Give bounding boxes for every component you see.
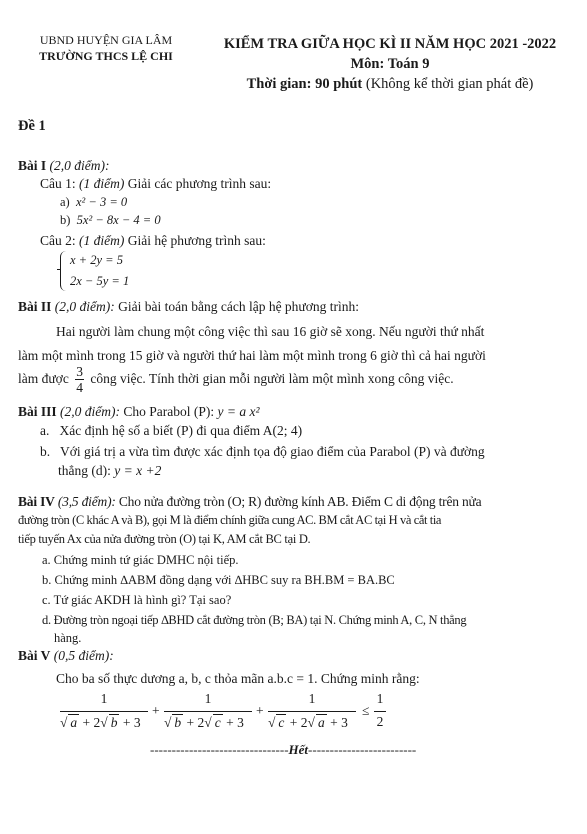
equation-a <box>60 195 127 210</box>
bai5-intro: Cho ba số thực dương a, b, c thỏa mãn a.b.c = 1. Chứng minh rằng: <box>56 671 420 686</box>
eq-b-label: b) <box>60 213 71 227</box>
term-3-plus-2: + 2 <box>289 715 308 730</box>
bai5-points: (0,5 điểm): <box>53 648 114 663</box>
bai4-line-1: Cho nửa đường tròn (O; R) đường kính AB. Điểm C di động trên nửa <box>118 494 482 509</box>
parabola-eq: y = a x² <box>217 404 260 419</box>
term-2-bar <box>164 711 252 712</box>
bai2-points: (2,0 điểm): <box>54 299 115 314</box>
term-3-bar <box>268 711 356 712</box>
bai3-title: Bài III <box>18 404 57 419</box>
eq-a: x² − 3 = 0 <box>75 195 128 209</box>
bai2-line-2: làm một mình trong 15 giờ và người thứ hai làm một mình trong 6 giờ thì cả hai người <box>18 348 486 363</box>
bai2-intro: Giải bài toán bằng cách lập hệ phương trình: <box>118 299 360 314</box>
rhs-bar <box>374 711 386 712</box>
system-eq-1: x + 2y = 5 <box>70 253 123 267</box>
cau2-points: (1 điểm) <box>79 233 125 248</box>
bai3-intro: Cho Parabol (P): <box>123 404 215 419</box>
bai4-a: a. Chứng minh tứ giác DMHC nội tiếp. <box>42 553 239 567</box>
exam-title: KIỂM TRA GIỮA HỌC KÌ II NĂM HỌC 2021 -2022 <box>223 36 557 52</box>
bai3-a-label: a. <box>40 423 50 438</box>
bai1-heading <box>18 157 110 174</box>
bai4-heading <box>18 494 481 510</box>
leq-sign: ≤ <box>362 703 370 718</box>
bai4-d: d. Đường tròn ngoại tiếp ∆BHD cắt đường tròn (B; BA) tại N. Chứng minh A, C, N thẳng <box>42 613 467 627</box>
cau1-text: Giải các phương trình sau: <box>127 176 272 191</box>
dashes-left: -------------------------------- <box>150 742 289 757</box>
term-3-denominator: √ c + 2√ a + 3 <box>268 715 348 730</box>
plus-sign-1: + <box>152 703 160 718</box>
term-3-sqrt-a: a <box>317 715 325 730</box>
term-2-plus-3: + 3 <box>226 715 244 730</box>
bai3-b-label: b. <box>40 444 51 459</box>
bai2-line-3-post: công việc. Tính thời gian mỗi người làm một mình xong công việc. <box>90 371 454 386</box>
dashes-right: ------------------------- <box>308 742 417 757</box>
bai3-heading <box>18 403 260 420</box>
term-3-numerator: 1 <box>308 691 316 706</box>
district-name: UBND HUYỆN GIA LÂM <box>39 33 173 47</box>
bai3-b-line-2 <box>58 462 161 479</box>
time-note: (Không kể thời gian phát đề) <box>365 76 534 92</box>
bai1-cau1 <box>40 175 271 192</box>
eq-a-label: a) <box>60 195 70 209</box>
rhs-numerator: 1 <box>376 691 384 706</box>
bai1-cau2 <box>40 232 266 249</box>
term-1-denominator: √ a + 2√ b + 3 <box>60 715 141 730</box>
bai2-line-3-pre: làm được <box>18 371 69 386</box>
term-3-plus-3: + 3 <box>330 715 348 730</box>
term-2-sqrt-b: b <box>174 715 182 730</box>
exam-time <box>200 76 580 93</box>
exam-code: Đề 1 <box>18 118 46 134</box>
bai3-points: (2,0 điểm): <box>60 404 121 419</box>
bai4-line-2: đường tròn (C khác A và B), gọi M là điểm chính giữa cung AC. BM cắt AC tại H và cắt tia <box>18 513 442 527</box>
term-1-sqrt-a: a <box>70 715 78 730</box>
rhs-denominator: 2 <box>376 714 384 729</box>
term-1-plus-2: + 2 <box>82 715 101 730</box>
frac-den: 4 <box>76 380 83 396</box>
fraction-three-quarters <box>75 364 84 395</box>
eq-b: 5x² − 8x − 4 = 0 <box>76 213 161 227</box>
bai3-b-text-2: thẳng (d): <box>58 463 111 478</box>
bai5-heading <box>18 647 114 664</box>
equation-b <box>60 213 161 228</box>
bai4-c: c. Tứ giác AKDH là hình gì? Tại sao? <box>42 593 232 607</box>
plus-sign-2: + <box>256 703 264 718</box>
time-label: Thời gian: 90 phút <box>246 76 363 92</box>
bai4-d-line-2: hàng. <box>54 631 82 645</box>
term-2-numerator: 1 <box>204 691 212 706</box>
bai4-title: Bài IV <box>18 494 55 509</box>
term-1-plus-3: + 3 <box>122 715 141 730</box>
term-3-sqrt-c: c <box>278 715 285 730</box>
cau1-label: Câu 1: <box>40 176 76 191</box>
cau2-text: Giải hệ phương trình sau: <box>127 233 266 248</box>
term-2-plus-2: + 2 <box>186 715 205 730</box>
end-marker <box>150 742 416 758</box>
bai2-line-1: Hai người làm chung một công việc thì sau 16 giờ sẽ xong. Nếu người thứ nhất <box>56 324 485 339</box>
term-1-sqrt-b: b <box>110 715 118 730</box>
system-brace <box>60 251 67 291</box>
bai5-title: Bài V <box>18 648 51 663</box>
bai2-heading <box>18 298 359 315</box>
bai4-b: b. Chứng minh ∆ABM đồng dạng với ∆HBC suy ra BH.BM = BA.BC <box>42 573 395 587</box>
term-2-sqrt-c: c <box>214 715 221 730</box>
bai3-a-text: Xác định hệ số a biết (P) đi qua điểm A(2; 4) <box>59 423 303 438</box>
term-1-numerator: 1 <box>100 691 108 706</box>
system-eq-2: 2x − 5y = 1 <box>70 274 130 288</box>
bai3-a <box>40 422 302 439</box>
term-1-bar <box>60 711 148 712</box>
bai2-title: Bài II <box>18 299 52 314</box>
bai3-b-text-1: Với giá trị a vừa tìm được xác định tọa độ giao điểm của Parabol (P) và đường <box>60 444 485 459</box>
cau2-label: Câu 2: <box>40 233 76 248</box>
frac-num: 3 <box>76 364 83 380</box>
het-label: Hết <box>288 742 309 757</box>
bai3-b <box>40 443 485 460</box>
bai1-title: Bài I <box>18 158 47 173</box>
subject: Môn: Toán 9 <box>350 56 430 72</box>
bai4-points: (3,5 điểm): <box>57 494 116 509</box>
school-name: TRƯỜNG THCS LỆ CHI <box>39 49 173 63</box>
cau1-points: (1 điểm) <box>79 176 125 191</box>
term-2-denominator: √ b + 2√ c + 3 <box>164 715 244 730</box>
line-eq: y = x +2 <box>114 463 162 478</box>
bai4-line-3: tiếp tuyến Ax của nửa đường tròn (O) tại K, AM cắt BC tại D. <box>18 532 311 546</box>
bai1-points: (2,0 điểm): <box>49 158 110 173</box>
bai2-line-3 <box>18 364 454 395</box>
